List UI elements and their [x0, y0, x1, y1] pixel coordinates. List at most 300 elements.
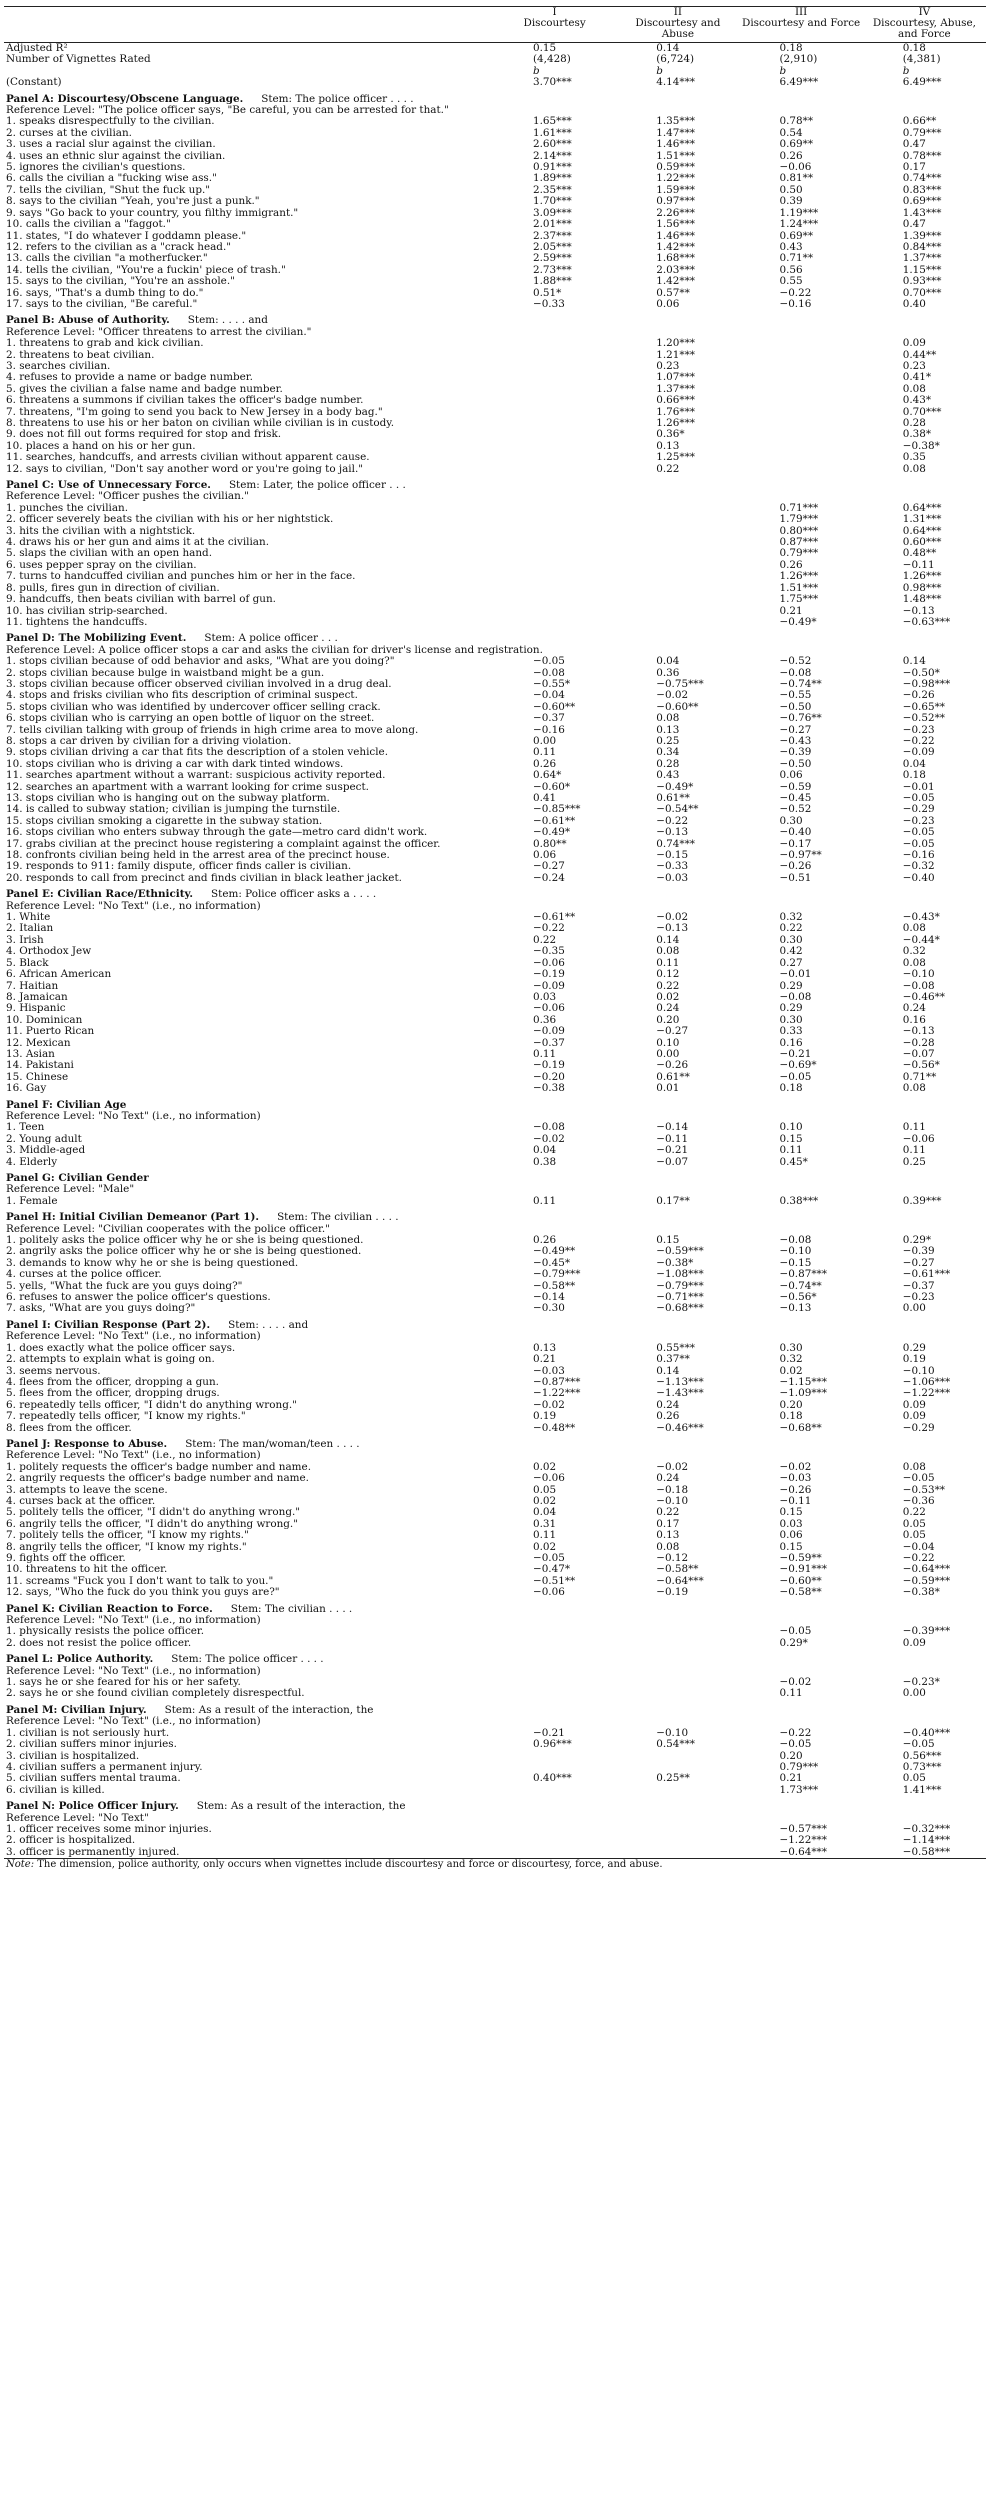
- coefficient-cell: [493, 1626, 616, 1637]
- table-row: [4, 253, 986, 264]
- coefficient-cell: [616, 514, 739, 525]
- coefficient-cell: −0.52: [779, 656, 812, 668]
- coefficient-cell: 0.02: [532, 1495, 557, 1507]
- coefficient-cell: 0.11: [902, 1122, 926, 1134]
- coefficient-cell: 0.09: [902, 1637, 926, 1649]
- row-label: 5. Black: [6, 957, 49, 969]
- coefficient-cell: 0.08: [656, 713, 680, 725]
- coefficient-cell: [739, 418, 862, 429]
- coefficient-cell: −1.22***: [532, 1388, 581, 1400]
- coefficient-cell: [616, 617, 739, 628]
- row-label: 15. stops civilian smoking a cigarette in the subway station.: [6, 815, 323, 827]
- coefficient-cell: −0.61***: [902, 1269, 951, 1281]
- coefficient-cell: 1.73***: [779, 1784, 819, 1796]
- table-row: [4, 1083, 986, 1094]
- row-label: 17. grabs civilian at the precinct house registering a complaint against the officer.: [6, 838, 441, 850]
- summary-label: (Constant): [6, 77, 62, 89]
- col-1-name: Discourtesy: [523, 18, 586, 29]
- row-label: 14. is called to subway station; civilian is jumping the turnstile.: [6, 804, 341, 816]
- table-row: [4, 1292, 986, 1303]
- coefficient-cell: [739, 350, 862, 361]
- coefficient-cell: 0.00: [902, 1303, 926, 1315]
- coefficient-cell: 0.03: [779, 1518, 803, 1530]
- table-row: [4, 1303, 986, 1314]
- coefficient-cell: 1.37***: [902, 253, 942, 265]
- row-label: 5. stops civilian who was identified by undercover officer selling crack.: [6, 701, 381, 713]
- coefficient-cell: [739, 395, 862, 406]
- panel-reference-row: [4, 645, 986, 656]
- row-label: 6. uses pepper spray on the civilian.: [6, 559, 197, 571]
- coefficient-cell: −0.52**: [902, 713, 945, 725]
- summary-value: 3.70***: [532, 77, 572, 89]
- row-label: 2. officer severely beats the civilian with his or her nightstick.: [6, 514, 334, 526]
- row-label: 3. civilian is hospitalized.: [6, 1750, 140, 1762]
- coefficient-cell: −0.46**: [902, 991, 945, 1003]
- coefficient-cell: 1.88***: [532, 276, 572, 288]
- coefficient-cell: 1.46***: [656, 139, 695, 151]
- row-label: 7. threatens, "I'm going to send you back to New Jersey in a body bag.": [6, 406, 383, 418]
- coefficient-cell: 0.00: [656, 1048, 680, 1060]
- table-row: [4, 361, 986, 372]
- table-row: [4, 526, 986, 537]
- coefficient-cell: −0.50*: [902, 667, 940, 679]
- panel-title-row: [4, 1649, 986, 1665]
- coefficient-cell: 0.13: [656, 724, 680, 736]
- coefficient-cell: [493, 418, 616, 429]
- coefficient-cell: 1.25***: [656, 452, 695, 464]
- coefficient-cell: −0.02: [656, 1461, 689, 1473]
- summary-value: b: [656, 65, 663, 77]
- panel-stem: Stem: As a result of the interaction, the: [164, 1703, 374, 1716]
- table-row: [4, 1553, 986, 1564]
- panel-reference-row: [4, 1450, 986, 1461]
- row-label: 1. speaks disrespectfully to the civilian.: [6, 116, 215, 128]
- row-label: 3. hits the civilian with a nightstick.: [6, 525, 196, 537]
- coefficient-cell: −0.06: [532, 957, 565, 969]
- coefficient-cell: −0.03: [779, 1473, 812, 1485]
- table-row: [4, 1473, 986, 1484]
- panel-title-row: [4, 89, 986, 105]
- coefficient-cell: 0.47: [902, 219, 926, 231]
- row-label: 11. searches, handcuffs, and arrests civilian without apparent cause.: [6, 452, 370, 464]
- coefficient-cell: [493, 514, 616, 525]
- row-label: 5. politely tells the officer, "I didn't do anything wrong.": [6, 1507, 301, 1519]
- coefficient-cell: 0.79***: [779, 1761, 819, 1773]
- coefficient-cell: 0.59***: [656, 162, 695, 174]
- row-label: 10. calls the civilian a "faggot.": [6, 219, 171, 231]
- table-row: [4, 1762, 986, 1773]
- coefficient-cell: −0.59: [779, 781, 812, 793]
- coefficient-cell: −0.16: [779, 298, 812, 310]
- summary-row: [4, 43, 986, 55]
- coefficient-cell: 0.14: [656, 934, 680, 946]
- coefficient-cell: [616, 503, 739, 514]
- row-label: 11. screams "Fuck you I don't want to talk to you.": [6, 1575, 274, 1587]
- coefficient-cell: −0.22: [532, 923, 565, 935]
- table-row: [4, 265, 986, 276]
- coefficient-cell: [616, 1677, 739, 1688]
- coefficient-cell: [493, 407, 616, 418]
- coefficient-cell: 0.08: [656, 946, 680, 958]
- table-row: [4, 747, 986, 758]
- coefficient-cell: 1.26***: [779, 571, 819, 583]
- coefficient-cell: 0.36: [656, 667, 680, 679]
- coefficient-cell: 1.79***: [779, 514, 819, 526]
- table-row: [4, 384, 986, 395]
- coefficient-cell: 0.79***: [902, 127, 942, 139]
- note-text: The dimension, police authority, only occurs when vignettes include discourtesy and force or discourtesy, force, and abuse.: [37, 1859, 663, 1871]
- coefficient-cell: 0.66**: [902, 116, 937, 128]
- coefficient-cell: −1.06***: [902, 1376, 951, 1388]
- coefficient-cell: −0.54**: [656, 804, 699, 816]
- summary-value: b: [532, 65, 540, 77]
- table-row: [4, 1677, 986, 1688]
- coefficient-cell: −0.37: [902, 1280, 935, 1292]
- table-row: [4, 441, 986, 452]
- panels: [4, 89, 986, 1859]
- coefficient-cell: 0.50: [779, 184, 803, 196]
- panel-title-row: [4, 1700, 986, 1716]
- coefficient-cell: 0.13: [656, 1530, 680, 1542]
- summary-value: 0.14: [656, 42, 680, 54]
- coefficient-cell: −0.49**: [532, 1246, 576, 1258]
- row-label: 1. says he or she feared for his or her safety.: [6, 1677, 241, 1689]
- coefficient-cell: 1.47***: [656, 127, 695, 139]
- row-label: 10. Dominican: [6, 1014, 83, 1026]
- coefficient-cell: 0.11: [532, 1048, 557, 1060]
- coefficient-cell: −0.43*: [902, 912, 940, 924]
- coefficient-cell: 1.51***: [656, 150, 695, 162]
- coefficient-cell: 0.22: [902, 1507, 926, 1519]
- coefficient-cell: −0.10: [779, 1246, 812, 1258]
- coefficient-cell: 0.17**: [656, 1195, 690, 1207]
- coefficient-cell: −0.37: [532, 1037, 565, 1049]
- coefficient-cell: −0.21: [779, 1048, 812, 1060]
- table-row: [4, 946, 986, 957]
- coefficient-cell: 0.54: [779, 127, 803, 139]
- panel-reference-row: [4, 327, 986, 338]
- summary-value: 0.18: [902, 42, 926, 54]
- coefficient-cell: −0.08: [779, 991, 812, 1003]
- coefficient-cell: 0.61**: [656, 793, 690, 804]
- coefficient-cell: −1.13***: [656, 1376, 704, 1388]
- coefficient-cell: −0.29: [902, 1422, 935, 1434]
- coefficient-cell: −0.06: [902, 1133, 935, 1145]
- coefficient-cell: 0.83***: [902, 184, 942, 196]
- table-row: [4, 1507, 986, 1518]
- coefficient-cell: [739, 441, 862, 452]
- panel-stem: Stem: . . . . and: [228, 1318, 309, 1331]
- coefficient-cell: −0.13: [656, 827, 689, 839]
- row-label: 2. angrily requests the officer's badge number and name.: [6, 1473, 309, 1485]
- coefficient-cell: [493, 395, 616, 406]
- coefficient-cell: 0.43: [656, 770, 680, 782]
- coefficient-cell: 0.08: [902, 383, 926, 395]
- coefficient-cell: 0.26: [779, 150, 803, 162]
- summary-row: [4, 54, 986, 65]
- row-label: 3. Middle-aged: [6, 1145, 86, 1157]
- coefficient-cell: −0.58***: [902, 1846, 951, 1858]
- coefficient-cell: [493, 537, 616, 548]
- coefficient-cell: 0.48**: [902, 548, 937, 560]
- coefficient-cell: 1.70***: [532, 196, 572, 208]
- coefficient-cell: 0.55***: [656, 1342, 695, 1354]
- coefficient-cell: 2.05***: [532, 241, 572, 253]
- col-1-roman: I: [552, 7, 557, 18]
- table-row: [4, 1072, 986, 1083]
- coefficient-cell: −0.87***: [779, 1269, 827, 1281]
- coefficient-cell: 0.34: [656, 747, 680, 759]
- coefficient-cell: −0.27: [779, 724, 812, 736]
- coefficient-cell: −0.63***: [902, 616, 951, 628]
- summary-value: b: [779, 65, 787, 77]
- panel-reference-row: [4, 491, 986, 502]
- row-label: 8. angrily tells the officer, "I know my rights.": [6, 1541, 247, 1553]
- coefficient-cell: −0.68**: [779, 1422, 822, 1434]
- panel-reference-row: [4, 1716, 986, 1727]
- coefficient-cell: 2.35***: [532, 184, 572, 196]
- row-label: 5. flees from the officer, dropping drugs.: [6, 1388, 220, 1400]
- coefficient-cell: −0.47*: [532, 1564, 571, 1576]
- panel-title: Panel B: Abuse of Authority.: [6, 314, 170, 327]
- coefficient-cell: −0.11: [656, 1133, 689, 1145]
- panel-reference: Reference Level: "No Text": [6, 1812, 149, 1824]
- row-label: 13. stops civilian who is hanging out on the subway platform.: [6, 793, 330, 804]
- row-label: 4. curses back at the officer.: [6, 1495, 156, 1507]
- coefficient-cell: −0.26: [902, 690, 935, 702]
- table-row: [4, 782, 986, 793]
- coefficient-cell: −0.10: [902, 1365, 935, 1377]
- row-label: 6. angrily tells the officer, "I didn't do anything wrong.": [6, 1518, 299, 1530]
- coefficient-cell: −0.97**: [779, 850, 822, 862]
- coefficient-cell: −0.08: [532, 1122, 565, 1134]
- row-label: 11. tightens the handcuffs.: [6, 616, 148, 628]
- coefficient-cell: 0.08: [902, 957, 926, 969]
- table-row: [4, 299, 986, 310]
- coefficient-cell: 0.32: [779, 1354, 803, 1366]
- table-row: [4, 770, 986, 781]
- coefficient-cell: −0.13: [902, 1026, 935, 1038]
- coefficient-cell: −0.91***: [779, 1564, 827, 1576]
- coefficient-cell: [493, 1677, 616, 1688]
- coefficient-cell: 0.03: [532, 991, 557, 1003]
- panel-reference-row: [4, 1111, 986, 1122]
- panel-title: Panel M: Civilian Injury.: [6, 1703, 147, 1716]
- coefficient-cell: 0.18: [779, 1411, 803, 1423]
- table-row: [4, 1773, 986, 1784]
- coefficient-cell: −0.18: [656, 1484, 689, 1496]
- panel-title: Panel G: Civilian Gender: [6, 1172, 149, 1184]
- table-row: [4, 861, 986, 872]
- coefficient-cell: [616, 537, 739, 548]
- row-label: 12. refers to the civilian as a "crack head.": [6, 241, 232, 253]
- table-row: [4, 1060, 986, 1071]
- table-header: [4, 7, 986, 43]
- panel-stem: Stem: The police officer . . . .: [261, 92, 414, 105]
- row-label: 8. says to the civilian "Yeah, you're just a punk.": [6, 196, 260, 208]
- coefficient-cell: 0.21: [532, 1354, 557, 1366]
- coefficient-cell: −0.39: [902, 1246, 935, 1258]
- coefficient-cell: 0.08: [902, 1083, 926, 1095]
- coefficient-cell: −0.28: [902, 1037, 935, 1049]
- row-label: 16. stops civilian who enters subway through the gate—metro card didn't work.: [6, 827, 428, 839]
- panel-title: Panel E: Civilian Race/Ethnicity.: [6, 888, 194, 901]
- coefficient-cell: [493, 1638, 616, 1649]
- table-row: [4, 407, 986, 418]
- coefficient-cell: 1.07***: [656, 372, 695, 384]
- coefficient-cell: −0.60**: [779, 1575, 822, 1587]
- coefficient-cell: [493, 617, 616, 628]
- coefficient-cell: −0.20: [532, 1071, 565, 1083]
- coefficient-cell: −0.02: [656, 912, 689, 924]
- coefficient-cell: −0.59***: [656, 1246, 704, 1258]
- coefficient-cell: −1.08***: [656, 1269, 704, 1281]
- row-label: 8. Jamaican: [6, 991, 68, 1003]
- coefficient-cell: [616, 1785, 739, 1796]
- coefficient-cell: 0.42: [779, 946, 803, 958]
- coefficient-cell: −0.64***: [656, 1575, 704, 1587]
- row-label: 12. says to civilian, "Don't say another word or you're going to jail.": [6, 463, 364, 475]
- coefficient-cell: 0.00: [902, 1688, 926, 1700]
- coefficient-cell: [739, 384, 862, 395]
- summary-value: 0.15: [532, 42, 557, 54]
- coefficient-cell: 0.41*: [902, 372, 932, 384]
- coefficient-cell: −0.05: [902, 827, 935, 839]
- coefficient-cell: −0.46***: [656, 1422, 704, 1434]
- coefficient-cell: 0.39***: [902, 1195, 942, 1207]
- coefficient-cell: 0.25: [902, 1156, 926, 1168]
- coefficient-cell: −0.58**: [656, 1564, 699, 1576]
- panel-title-row: [4, 1434, 986, 1450]
- coefficient-cell: −0.85***: [532, 804, 581, 816]
- coefficient-cell: 1.26***: [656, 418, 695, 429]
- coefficient-cell: 1.61***: [532, 127, 572, 139]
- coefficient-cell: 1.51***: [779, 582, 819, 594]
- table-row: [4, 981, 986, 992]
- row-label: 1. politely requests the officer's badge number and name.: [6, 1461, 311, 1473]
- coefficient-cell: 1.42***: [656, 276, 695, 288]
- coefficient-cell: −0.26: [779, 1484, 812, 1496]
- row-label: 1. Teen: [6, 1122, 45, 1134]
- coefficient-cell: 1.75***: [779, 594, 819, 606]
- coefficient-cell: −0.60**: [532, 701, 576, 713]
- coefficient-cell: 0.38***: [779, 1195, 819, 1207]
- coefficient-cell: 0.20: [779, 1750, 803, 1762]
- coefficient-cell: −0.30: [532, 1303, 565, 1315]
- summary-value: 6.49***: [902, 77, 942, 89]
- row-label: 10. places a hand on his or her gun.: [6, 440, 196, 452]
- coefficient-cell: 0.64***: [902, 502, 942, 514]
- coefficient-cell: −0.75***: [656, 678, 704, 690]
- coefficient-cell: 0.21: [779, 605, 803, 617]
- table-row: [4, 736, 986, 747]
- coefficient-cell: 1.42***: [656, 241, 695, 253]
- coefficient-cell: 0.24: [656, 1399, 680, 1411]
- coefficient-cell: 0.24: [656, 1473, 680, 1485]
- coefficient-cell: 0.15: [779, 1507, 803, 1519]
- coefficient-cell: [493, 1847, 616, 1859]
- row-label: 8. threatens to use his or her baton on civilian while civilian is in custody.: [6, 418, 395, 429]
- coefficient-cell: −0.02: [779, 1677, 812, 1689]
- row-label: 13. calls the civilian "a motherfucker.": [6, 253, 208, 265]
- coefficient-cell: −0.60*: [532, 781, 571, 793]
- coefficient-cell: 0.04: [532, 1507, 557, 1519]
- coefficient-cell: [493, 384, 616, 395]
- coefficient-cell: −0.09: [532, 1026, 565, 1038]
- table-row: [4, 594, 986, 605]
- panel-stem: Stem: The civilian . . . .: [230, 1602, 353, 1615]
- table-row: [4, 219, 986, 230]
- coefficient-cell: −0.68***: [656, 1303, 704, 1315]
- row-label: 9. handcuffs, then beats civilian with barrel of gun.: [6, 594, 276, 606]
- panel-title-row: [4, 475, 986, 491]
- coefficient-cell: −1.14***: [902, 1835, 951, 1847]
- row-label: 4. uses an ethnic slur against the civilian.: [6, 150, 226, 162]
- summary-label: Adjusted R²: [6, 42, 68, 54]
- row-label: 6. civilian is killed.: [6, 1784, 105, 1796]
- coefficient-cell: 1.41***: [902, 1784, 942, 1796]
- coefficient-cell: −0.23: [902, 1292, 935, 1304]
- coefficient-cell: 0.14: [656, 1365, 680, 1377]
- table-row: [4, 429, 986, 440]
- coefficient-cell: −0.04: [902, 1541, 935, 1553]
- table-row: [4, 372, 986, 383]
- coefficient-cell: [616, 594, 739, 605]
- coefficient-cell: 2.59***: [532, 253, 572, 265]
- panel-reference-row: [4, 1666, 986, 1677]
- row-label: 11. states, "I do whatever I goddamn please.": [6, 230, 247, 242]
- row-label: 9. does not fill out forms required for stop and frisk.: [6, 429, 282, 441]
- row-label: 5. civilian suffers mental trauma.: [6, 1773, 181, 1785]
- coefficient-cell: −0.40: [902, 872, 935, 884]
- coefficient-cell: −0.12: [656, 1553, 689, 1564]
- summary-value: b: [902, 65, 910, 77]
- row-label: 3. attempts to leave the scene.: [6, 1484, 168, 1496]
- panel-reference: Reference Level: A police officer stops a car and asks the civilian for driver's license and registration.: [6, 644, 543, 656]
- coefficient-cell: 0.22: [656, 463, 680, 475]
- panel-title: Panel J: Response to Abuse.: [6, 1437, 168, 1450]
- row-label: 2. does not resist the police officer.: [6, 1637, 192, 1649]
- table-row: [4, 1026, 986, 1037]
- coefficient-cell: 0.73***: [902, 1761, 942, 1773]
- coefficient-cell: −0.51: [779, 872, 812, 884]
- coefficient-cell: −0.06: [532, 1473, 565, 1485]
- coefficient-cell: 0.11: [779, 1688, 803, 1700]
- coefficient-cell: 0.69**: [779, 139, 814, 151]
- coefficient-cell: 1.56***: [656, 219, 695, 231]
- coefficient-cell: 0.18: [779, 1083, 803, 1095]
- summary-value: 4.14***: [656, 77, 695, 89]
- table-row: [4, 656, 986, 667]
- table-row: [4, 1688, 986, 1699]
- coefficient-cell: −0.11: [779, 1495, 812, 1507]
- row-label: 4. draws his or her gun and aims it at the civilian.: [6, 537, 269, 549]
- coefficient-cell: −1.09***: [779, 1388, 827, 1400]
- coefficient-cell: 0.06: [779, 770, 803, 782]
- row-label: 17. says to the civilian, "Be careful.": [6, 298, 198, 310]
- panel-title-row: [4, 884, 986, 900]
- coefficient-cell: 0.25: [656, 735, 680, 747]
- coefficient-cell: −0.05: [902, 838, 935, 850]
- coefficient-cell: −0.45: [779, 793, 812, 804]
- table-row: [4, 1411, 986, 1422]
- coefficient-cell: −0.33: [532, 298, 565, 310]
- coefficient-cell: 1.22***: [656, 173, 695, 185]
- panel-stem: Stem: Later, the police officer . . .: [228, 479, 406, 492]
- coefficient-cell: 1.48***: [902, 594, 942, 606]
- coefficient-cell: [493, 548, 616, 559]
- coefficient-cell: [616, 1835, 739, 1846]
